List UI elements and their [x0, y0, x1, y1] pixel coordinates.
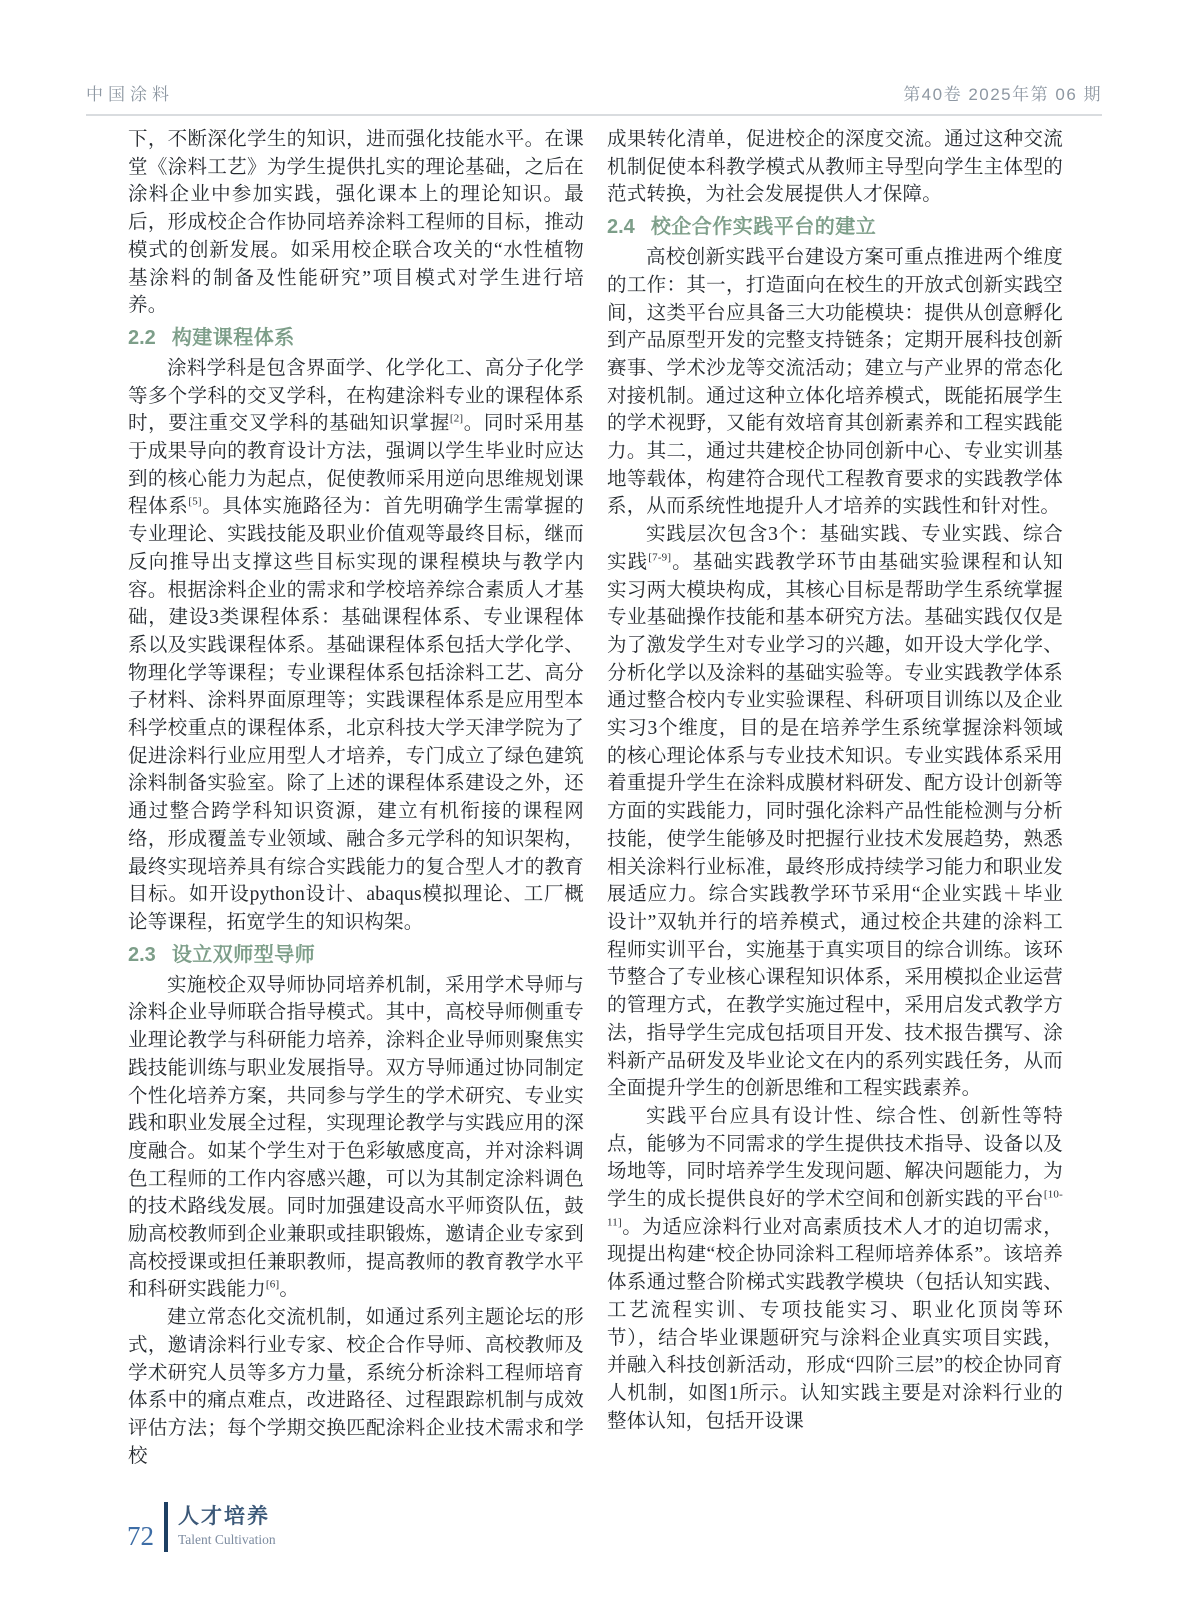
- footer-divider: [164, 1502, 168, 1552]
- column-title-cn: 人才培养: [178, 1505, 270, 1528]
- paragraph: 下，不断深化学生的知识，进而强化技能水平。在课堂《涂料工艺》为学生提供扎实的理论基础，之后在涂料企业中参加实践，强化课本上的理论知识。最后，形成校企合作协同培养涂料工程师的目标，推动模式的创新发展。如采用校企联合攻关的“水性植物基涂料的制备及性能研究”项目模式对学生进行培养。: [128, 129, 584, 317]
- left-column: [128, 126, 584, 1470]
- section-title: 校企合作实践平台的建立: [650, 216, 877, 239]
- citation-ref: [5]: [188, 495, 202, 508]
- section-number: 2.3: [128, 943, 156, 966]
- citation-ref: [2]: [449, 412, 464, 425]
- citation-ref: [10-11]: [607, 1188, 1063, 1229]
- page-footer: [127, 1502, 276, 1552]
- paragraph: 建立常态化交流机制，如通过系列主题论坛的形式，邀请涂料行业专家、校企合作导师、高校教师及学术研究人员等多方力量，系统分析涂料工程师培育体系中的痛点难点，改进路径、过程跟踪机制与成效评估方法；每个学期交换匹配涂料企业技术需求和学校: [128, 1307, 584, 1467]
- paragraph: 实施校企双导师协同培养机制，采用学术导师与涂料企业导师联合指导模式。其中，高校导师侧重专业理论教学与科研能力培养，涂料企业导师则聚焦实践技能训练与职业发展指导。双方导师通过协同制定个性化培养方案，共同参与学生的学术研究、专业实践和职业发展全过程，实现理论教学与实践应用的深度融合。如某个学生对于色彩敏感度高，并对涂料调色工程师的工作内容感兴趣，可以为其制定涂料调色的技术路线发展。同时加强建设高水平师资队伍，鼓励高校教师到企业兼职或挂职锻炼，邀请企业专家到高校授课或担任兼职教师，提高教师的教育教学水平和科研实践能力[6]。: [128, 974, 584, 1301]
- paragraph: 实践平台应具有设计性、综合性、创新性等特点，能够为不同需求的学生提供技术指导、设备以及场地等，同时培养学生发现问题、解决问题能力，为学生的成长提供良好的学术空间和创新实践的平台[10-11]。为适应涂料行业对高素质技术人才的迫切需求，现提出构建“校企协同涂料工程师培养体系”。该培养体系通过整合阶梯式实践教学模块（包括认知实践、工艺流程实训、专项技能实习、职业化顶岗等环节），结合毕业课题研究与涂料企业真实项目实践，并融入科技创新活动，形成“四阶三层”的校企协同育人机制，如图1所示。认知实践主要是对涂料行业的整体认知，包括开设课: [607, 1105, 1063, 1432]
- page-header: [86, 80, 1102, 116]
- article-body: [128, 126, 1063, 1470]
- section-heading: [607, 212, 1063, 242]
- section-heading: [128, 940, 584, 970]
- section-title: 设立双师型导师: [171, 943, 316, 966]
- section-title: 构建课程体系: [171, 326, 295, 349]
- issue-info: 第40卷 2025年第 06 期: [903, 85, 1102, 104]
- paragraph: 涂料学科是包含界面学、化学化工、高分子化学等多个学科的交叉学科，在构建涂料专业的课程体系时，要注重交叉学科的基础知识掌握[2]。同时采用基于成果导向的教育设计方法，强调以学生毕业时应达到的核心能力为起点，促使教师采用逆向思维规划课程体系[5]。具体实施路径为：首先明确学生需掌握的专业理论、实践技能及职业价值观等最终目标，继而反向推导出支撑这些目标实现的课程模块与教学内容。根据涂料企业的需求和学校培养综合素质人才基础，建设3类课程体系：基础课程体系、专业课程体系以及实践课程体系。基础课程体系包括大学化学、物理化学等课程；专业课程体系包括涂料工艺、高分子材料、涂料界面原理等；实践课程体系是应用型本科学校重点的课程体系，北京科技大学天津学院为了促进涂料行业应用型人才培养，专门成立了绿色建筑涂料制备实验室。除了上述的课程体系建设之外，还通过整合跨学科知识资源，建立有机衔接的课程网络，形成覆盖专业领域、融合多元学科的知识架构，最终实现培养具有综合实践能力的复合型人才的教育目标。如开设python设计、abaqus模拟理论、工厂概论等课程，拓宽学生的知识构架。: [128, 357, 584, 933]
- citation-ref: [7-9]: [648, 551, 672, 564]
- page-number: 72: [127, 1521, 154, 1551]
- column-title-en: Talent Cultivation: [178, 1532, 276, 1547]
- footer-section: [178, 1504, 276, 1550]
- paragraph: 高校创新实践平台建设方案可重点推进两个维度的工作：其一，打造面向在校生的开放式创新实践空间，这类平台应具备三大功能模块：提供从创意孵化到产品原型开发的完整支持链条；定期开展科技创新赛事、学术沙龙等交流活动；建立与产业界的常态化对接机制。通过这种立体化培养模式，既能拓展学生的学术视野，又能有效培育其创新素养和工程实践能力。其二，通过共建校企协同创新中心、专业实训基地等载体，构建符合现代工程教育要求的实践教学体系，从而系统性地提升人才培养的实践性和针对性。: [607, 247, 1063, 518]
- section-number: 2.2: [128, 326, 156, 349]
- citation-ref: [6]: [265, 1278, 280, 1291]
- journal-name: 中国涂料: [86, 85, 174, 104]
- paragraph: 成果转化清单，促进校企的深度交流。通过这种交流机制促使本科教学模式从教师主导型向学生主体型的范式转换，为社会发展提供人才保障。: [607, 129, 1063, 206]
- section-heading: [128, 323, 584, 353]
- right-column: [607, 126, 1063, 1470]
- section-number: 2.4: [607, 216, 635, 239]
- paragraph: 实践层次包含3个：基础实践、专业实践、综合实践[7-9]。基础实践教学环节由基础实验课程和认知实习两大模块构成，其核心目标是帮助学生系统掌握专业基础操作技能和基本研究方法。基础实践仅仅是为了激发学生对专业学习的兴趣，如开设大学化学、分析化学以及涂料的基础实验等。专业实践教学体系通过整合校内专业实验课程、科研项目训练以及企业实习3个维度，目的是在培养学生系统掌握涂料领域的核心理论体系与专业技术知识。专业实践体系采用着重提升学生在涂料成膜材料研发、配方设计创新等方面的实践能力，同时强化涂料产品性能检测与分析技能，使学生能够及时把握行业技术发展趋势，熟悉相关涂料行业标准，最终形成持续学习能力和职业发展适应力。综合实践教学环节采用“企业实践＋毕业设计”双轨并行的培养模式，通过校企共建的涂料工程师实训平台，实施基于真实项目的综合训练。该环节整合了专业核心课程知识体系，采用模拟企业运营的管理方式，在教学实施过程中，采用启发式教学方法，指导学生完成包括项目开发、技术报告撰写、涂料新产品研发及毕业论文在内的系列实践任务，从而全面提升学生的创新思维和工程实践素养。: [607, 524, 1063, 1100]
